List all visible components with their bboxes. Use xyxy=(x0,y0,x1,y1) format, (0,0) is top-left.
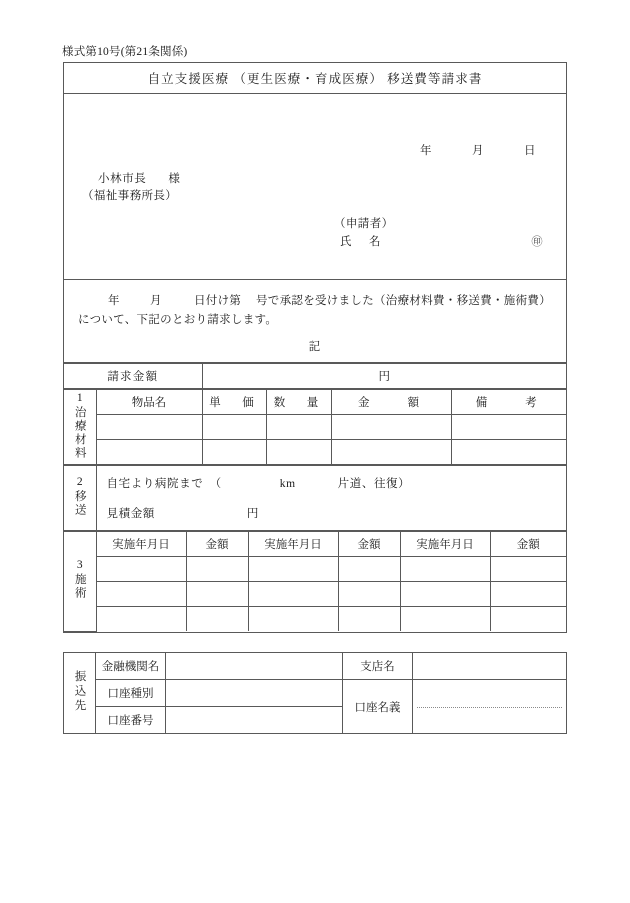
section1-side-label xyxy=(64,390,96,465)
request-amount-label: 請求金額 xyxy=(64,364,202,389)
section1-col-quantity: 数 量 xyxy=(266,390,331,415)
form-title-band xyxy=(64,63,566,94)
table-row xyxy=(64,680,567,707)
section3-cell-amount-3[interactable] xyxy=(490,607,566,632)
section3-cell-date-3[interactable] xyxy=(400,582,490,607)
approval-line-1 xyxy=(78,292,552,308)
section2-trip-type: 片道、往復） xyxy=(337,478,411,490)
section1-cell-item[interactable] xyxy=(96,415,202,440)
section2-distance-line xyxy=(107,475,567,491)
section3-cell-amount-2[interactable] xyxy=(338,607,400,632)
request-amount-table xyxy=(64,363,566,389)
section2-content xyxy=(96,466,566,531)
section3-cell-amount-1[interactable] xyxy=(186,557,248,582)
section2-number: 2 xyxy=(76,476,83,488)
addressee-honorific: 様 xyxy=(168,173,181,185)
request-amount-unit: 円 xyxy=(202,364,566,389)
addressee-sub: （福祉事務所長） xyxy=(82,189,178,202)
bank-holder-rule xyxy=(417,707,562,708)
bank-account-type-value[interactable] xyxy=(166,680,343,707)
main-form-frame xyxy=(63,62,567,633)
bank-transfer-frame xyxy=(63,652,567,734)
section1-number: 1 xyxy=(76,391,83,404)
date-year-label: 年 xyxy=(420,145,432,157)
bank-branch-value[interactable] xyxy=(413,653,567,680)
bank-transfer-table xyxy=(63,652,567,734)
section3-cell-date-3[interactable] xyxy=(400,557,490,582)
table-row xyxy=(64,415,566,440)
section3-cell-date-2[interactable] xyxy=(248,607,338,632)
section1-col-unitprice: 単 価 xyxy=(202,390,266,415)
section3-col-date-3: 実施年月日 xyxy=(400,532,490,557)
date-day-label: 日 xyxy=(524,145,536,157)
section1-col-item: 物品名 xyxy=(96,390,202,415)
bank-institution-value[interactable] xyxy=(166,653,343,680)
table-row xyxy=(64,364,566,389)
section2-km-unit: km xyxy=(279,478,296,490)
section2-estimate-line xyxy=(107,505,567,521)
applicant-name-label: 氏 名 xyxy=(340,235,384,248)
addressee-name: 小林市長 xyxy=(98,173,147,185)
section3-vertical-label: 施術 xyxy=(73,573,86,601)
section1-col-amount: 金 額 xyxy=(331,390,451,415)
bank-branch-label: 支店名 xyxy=(343,653,413,680)
bank-account-type-label: 口座種別 xyxy=(96,680,166,707)
section1-cell-remarks[interactable] xyxy=(451,415,566,440)
section2-vertical-label: 移送 xyxy=(73,490,86,517)
date-month-label: 月 xyxy=(472,145,484,157)
applicant-block xyxy=(334,216,543,252)
bank-holder-label: 口座名義 xyxy=(343,680,413,734)
seal-icon: ㊞ xyxy=(531,236,543,249)
applicant-name-row xyxy=(334,234,543,252)
addressee-block xyxy=(82,171,181,204)
section3-col-amount-1: 金額 xyxy=(186,532,248,557)
section2-route-text: 自宅より病院まで （ xyxy=(106,478,222,490)
section3-cell-amount-1[interactable] xyxy=(186,582,248,607)
bank-institution-label: 金融機関名 xyxy=(96,653,166,680)
section3-cell-amount-2[interactable] xyxy=(338,582,400,607)
section1-cell-remarks[interactable] xyxy=(451,440,566,465)
section3-cell-date-1[interactable] xyxy=(96,557,186,582)
approval-year: 年 xyxy=(108,295,120,307)
addressee-row-main xyxy=(82,171,181,188)
table-row xyxy=(64,466,566,531)
approval-month: 月 xyxy=(150,295,162,307)
section3-cell-amount-1[interactable] xyxy=(186,607,248,632)
section3-table xyxy=(64,531,566,632)
table-row xyxy=(64,582,566,607)
form-number: 様式第10号(第21条関係) xyxy=(62,46,188,58)
section3-cell-date-2[interactable] xyxy=(248,557,338,582)
section1-cell-amount[interactable] xyxy=(331,440,451,465)
section1-cell-quantity[interactable] xyxy=(266,440,331,465)
table-row xyxy=(64,390,566,415)
table-row xyxy=(64,557,566,582)
section3-col-amount-2: 金額 xyxy=(338,532,400,557)
bank-account-number-value[interactable] xyxy=(166,707,343,734)
section3-cell-date-1[interactable] xyxy=(96,582,186,607)
section3-number: 3 xyxy=(76,559,83,572)
section1-cell-unitprice[interactable] xyxy=(202,440,266,465)
section1-cell-unitprice[interactable] xyxy=(202,415,266,440)
approval-line-2: について、下記のとおり請求します。 xyxy=(78,314,278,326)
section3-col-date-2: 実施年月日 xyxy=(248,532,338,557)
section1-cell-amount[interactable] xyxy=(331,415,451,440)
section3-side-label xyxy=(64,532,96,632)
section3-col-amount-3: 金額 xyxy=(490,532,566,557)
date-line xyxy=(420,142,538,158)
section3-cell-date-2[interactable] xyxy=(248,582,338,607)
section2-side-label xyxy=(64,466,96,531)
table-row xyxy=(64,532,566,557)
section1-cell-item[interactable] xyxy=(96,440,202,465)
bank-vertical-label: 振込先 xyxy=(73,669,86,714)
bank-holder-value[interactable] xyxy=(413,680,567,734)
approval-number-suffix: 号で承認を受けました（治療材料費・移送費・施術費） xyxy=(256,295,551,307)
section3-cell-amount-3[interactable] xyxy=(490,557,566,582)
section1-cell-quantity[interactable] xyxy=(266,415,331,440)
table-row xyxy=(64,607,566,632)
section1-col-remarks: 備 考 xyxy=(451,390,566,415)
section3-cell-amount-2[interactable] xyxy=(338,557,400,582)
section3-cell-amount-3[interactable] xyxy=(490,582,566,607)
section2-estimate-unit: 円 xyxy=(246,508,260,520)
table-row xyxy=(64,440,566,465)
section3-cell-date-3[interactable] xyxy=(400,607,490,632)
applicant-label: （申請者） xyxy=(334,218,394,230)
approval-paragraph xyxy=(64,280,566,363)
section2-estimate-label: 見積金額 xyxy=(106,508,155,520)
section2-table xyxy=(64,465,566,531)
upper-body xyxy=(64,94,566,280)
bank-account-number-label: 口座番号 xyxy=(96,707,166,734)
table-row xyxy=(64,653,567,680)
section3-cell-date-1[interactable] xyxy=(96,607,186,632)
page-title: 自立支援医療 （更生医療・育成医療） 移送費等請求書 xyxy=(147,72,483,86)
ki-heading: 記 xyxy=(308,341,322,353)
approval-day-ref: 日付け第 xyxy=(194,295,242,307)
section1-table xyxy=(64,389,566,465)
section1-vertical-label: 治療材料 xyxy=(73,405,86,460)
section3-col-date-1: 実施年月日 xyxy=(96,532,186,557)
bank-side-label xyxy=(64,653,96,734)
